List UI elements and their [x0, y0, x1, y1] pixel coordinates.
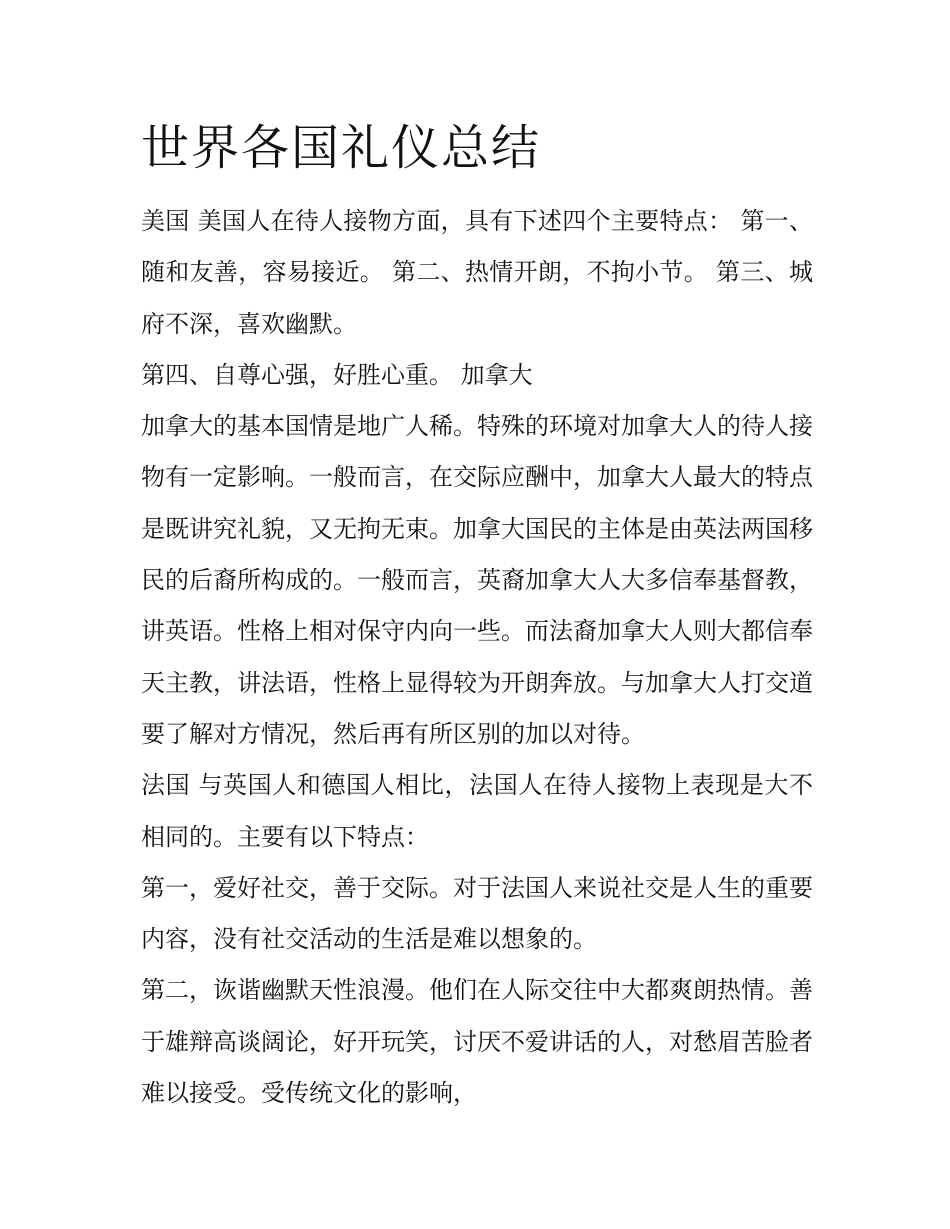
- document-title: 世界各国礼仪总结: [141, 120, 542, 176]
- paragraph-usa: 美国 美国人在待人接物方面，具有下述四个主要特点： 第一、随和友善，容易接近。 第二、热情开朗，不拘小节。 第三、城府不深，喜欢幽默。: [141, 207, 813, 338]
- paragraph-canada: 加拿大的基本国情是地广人稀。特殊的环境对加拿大人的待人接物有一定影响。一般而言，在交际应酬中，加拿大人最大的特点是既讲究礼貌，又无拘无束。加拿大国民的主体是由英法两国移民的后裔所构成的。一般而言，英裔加拿大人大多信奉基督教，讲英语。性格上相对保守内向一些。而法裔加拿大人则大都信奉天主教，讲法语，性格上显得较为开朗奔放。与加拿大人打交道要了解对方情况，然后再有所区别的加以对待。: [141, 412, 813, 748]
- paragraph-france: 法国 与英国人和德国人相比，法国人在待人接物上表现是大不相同的。主要有以下特点：: [141, 771, 813, 851]
- paragraph-usa-fourth: 第四、自尊心强，好胜心重。 加拿大: [141, 360, 533, 389]
- paragraph-france-second: 第二，诙谐幽默天性浪漫。他们在人际交往中大都爽朗热情。善于雄辩高谈阔论，好开玩笑，讨厌不爱讲话的人，对愁眉苦脸者难以接受。受传统文化的影响，: [141, 976, 813, 1108]
- paragraph-france-first: 第一，爱好社交，善于交际。对于法国人来说社交是人生的重要内容，没有社交活动的生活是难以想象的。: [141, 873, 813, 954]
- document-body: [141, 196, 813, 1119]
